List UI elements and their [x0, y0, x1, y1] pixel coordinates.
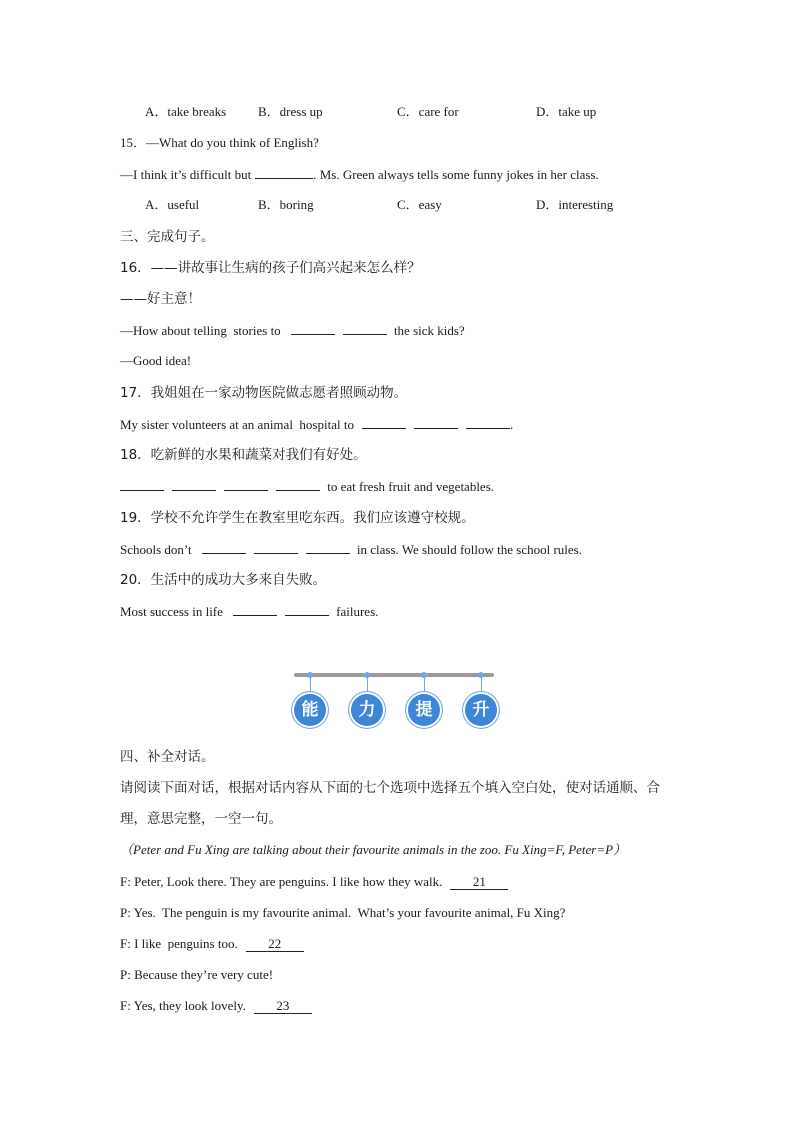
- q18-en-line: [120, 477, 494, 496]
- q16-cn-answer: ——好主意！: [120, 291, 201, 307]
- dialogue-text-3: F: I like penguins too.: [120, 936, 238, 951]
- dialogue-blank-23[interactable]: 23: [254, 999, 312, 1014]
- q20-en-line: [120, 602, 378, 621]
- q18-cn: 18．吃新鲜的水果和蔬菜对我们有好处。: [120, 447, 367, 463]
- q16-en-before: —How about telling stories to: [120, 323, 281, 338]
- q15-option-a: A．useful: [145, 197, 200, 212]
- banner-stem-4: [481, 676, 482, 692]
- q15-option-c: C．easy: [397, 197, 442, 212]
- banner-bar: [294, 673, 494, 677]
- q15-question: 15．—What do you think of English?: [120, 135, 319, 150]
- q19-en-after: in class. We should follow the school rules.: [356, 542, 582, 557]
- banner-stem-1: [310, 676, 311, 692]
- q18-blank-4[interactable]: [276, 477, 320, 491]
- dialogue-line-5: [120, 997, 312, 1015]
- banner-char-4: 升: [463, 692, 499, 728]
- q15-answer-after: . Ms. Green always tells some funny jokes in her class.: [313, 167, 599, 182]
- section4-instruction-2: 理，意思完整，一空一句。: [120, 811, 282, 827]
- q15-blank[interactable]: [255, 165, 313, 179]
- banner-char-1: 能: [292, 692, 328, 728]
- q19-en-line: [120, 540, 582, 559]
- dialogue-line-2: P: Yes. The penguin is my favourite animal. What’s your favourite animal, Fu Xing?: [120, 905, 566, 920]
- dialogue-line-3: [120, 935, 304, 953]
- banner-stem-3: [424, 676, 425, 692]
- dialogue-blank-21[interactable]: 21: [450, 875, 508, 890]
- q18-en-after: to eat fresh fruit and vegetables.: [327, 479, 495, 494]
- q16-en-after: the sick kids?: [393, 323, 465, 338]
- q18-blank-1[interactable]: [120, 477, 164, 491]
- banner-char-3: 提: [406, 692, 442, 728]
- q14-option-c: C．care for: [397, 104, 459, 119]
- q16-blank-2[interactable]: [343, 321, 387, 335]
- q14-option-d: D．take up: [536, 104, 597, 119]
- q15-option-b: B．boring: [258, 197, 314, 212]
- banner-char-2: 力: [349, 692, 385, 728]
- q17-en-after: .: [509, 417, 514, 432]
- section4-instruction-1: 请阅读下面对话，根据对话内容从下面的七个选项中选择五个填入空白处，使对话通顺、合: [120, 780, 660, 796]
- q17-en-before: My sister volunteers at an animal hospital to: [120, 417, 354, 432]
- q17-blank-1[interactable]: [362, 415, 406, 429]
- section4-context: （Peter and Fu Xing are talking about their favourite animals in the zoo. Fu Xing=F, Peter=P）: [120, 842, 627, 857]
- q16-en-line: [120, 321, 465, 340]
- q15-answer-before: —I think it’s difficult but: [120, 167, 252, 182]
- q15-answer-line: [120, 165, 599, 184]
- q20-en-before: Most success in life: [120, 604, 223, 619]
- section3-heading: 三、完成句子。: [120, 229, 215, 245]
- q19-blank-3[interactable]: [306, 540, 350, 554]
- q16-cn-question: 16．——讲故事让生病的孩子们高兴起来怎么样？: [120, 260, 421, 276]
- q20-blank-1[interactable]: [233, 602, 277, 616]
- q18-blank-3[interactable]: [224, 477, 268, 491]
- dialogue-text-5: F: Yes, they look lovely.: [120, 998, 246, 1013]
- dialogue-blank-22[interactable]: 22: [246, 937, 304, 952]
- q16-en-answer: —Good idea!: [120, 353, 192, 368]
- q17-blank-3[interactable]: [466, 415, 510, 429]
- q19-blank-1[interactable]: [202, 540, 246, 554]
- section4-heading: 四、补全对话。: [120, 749, 215, 765]
- dialogue-text-1: F: Peter, Look there. They are penguins. I like how they walk.: [120, 874, 443, 889]
- ability-banner: [290, 668, 500, 734]
- q17-cn: 17．我姐姐在一家动物医院做志愿者照顾动物。: [120, 385, 408, 401]
- q20-cn: 20．生活中的成功大多来自失败。: [120, 572, 327, 588]
- q19-blank-2[interactable]: [254, 540, 298, 554]
- q19-en-before: Schools don’t: [120, 542, 192, 557]
- q20-blank-2[interactable]: [285, 602, 329, 616]
- q19-cn: 19．学校不允许学生在教室里吃东西。我们应该遵守校规。: [120, 510, 475, 526]
- q20-en-after: failures.: [336, 604, 379, 619]
- dialogue-line-4: P: Because they’re very cute!: [120, 967, 274, 982]
- q18-blank-2[interactable]: [172, 477, 216, 491]
- q15-option-d: D．interesting: [536, 197, 614, 212]
- dialogue-line-1: [120, 873, 508, 891]
- q17-blank-2[interactable]: [414, 415, 458, 429]
- q14-option-b: B．dress up: [258, 104, 323, 119]
- q16-blank-1[interactable]: [291, 321, 335, 335]
- q17-en-line: [120, 415, 513, 434]
- banner-stem-2: [367, 676, 368, 692]
- q14-option-a: A．take breaks: [145, 104, 227, 119]
